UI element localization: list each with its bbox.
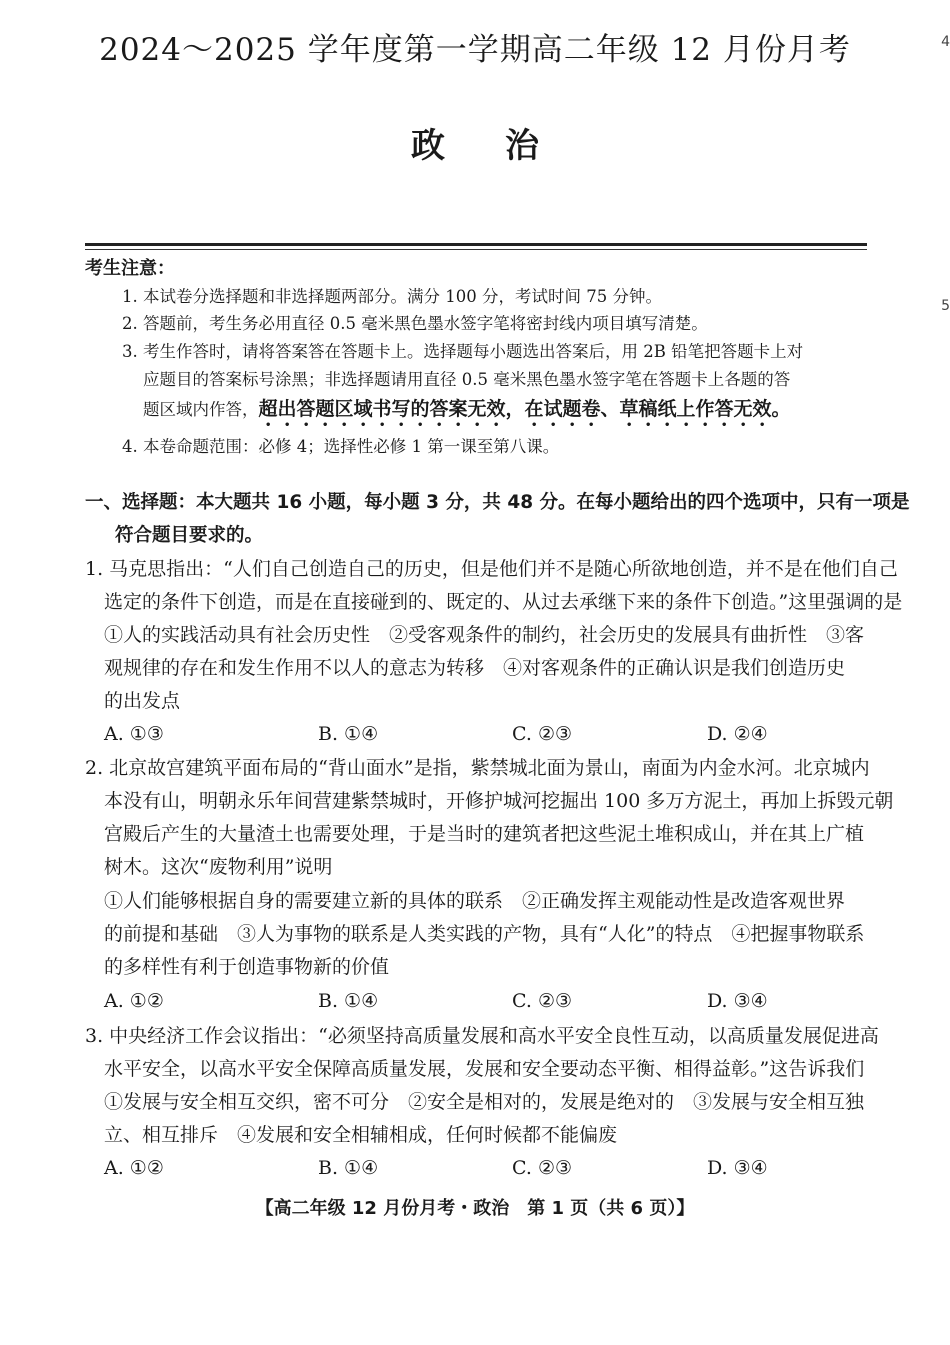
question-2-option-d[interactable]: D. ③④ [707, 990, 768, 1012]
question-3-option-c[interactable]: C. ②③ [512, 1157, 573, 1179]
notice-item-3-emphasis: 超出答题区域书写的答案无效，在试题卷、草稿纸上作答无效。 [258, 398, 791, 420]
question-2-option-b[interactable]: B. ①④ [318, 990, 379, 1012]
question-1-line-4: 观规律的存在和发生作用不以人的意志为转移 ④对客观条件的正确认识是我们创造历史 [104, 657, 846, 679]
header-divider-thick [85, 243, 867, 246]
question-3-options [104, 1152, 884, 1185]
section-heading-line-2: 符合题目要求的。 [115, 525, 264, 546]
notice-item-2: 2. 答题前，考生务必用直径 0.5 毫米黑色墨水签字笔将密封线内项目填写清楚。 [122, 314, 708, 333]
section-heading-line-1: 一、选择题：本大题共 16 小题，每小题 3 分，共 48 分。在每小题给出的四个选项中，只有一项是 [85, 492, 910, 513]
subject-title [0, 124, 950, 168]
page-footer: 【高二年级 12 月份月考・政治 第 1 页（共 6 页）】 [255, 1198, 695, 1219]
question-2-option-c[interactable]: C. ②③ [512, 990, 573, 1012]
question-1-option-c[interactable]: C. ②③ [512, 723, 573, 745]
question-2-line-6: 的前提和基础 ③人为事物的联系是人类实践的产物，具有“人化”的特点 ④把握事物联系 [104, 923, 865, 945]
question-2-line-3: 宫殿后产生的大量渣土也需要处理，于是当时的建筑者把这些泥土堆积成山，并在其上广植 [104, 823, 865, 845]
question-2-options [104, 985, 884, 1018]
question-1-line-2: 选定的条件下创造，而是在直接碰到的、既定的、从过去承继下来的条件下创造。”这里强调的是 [104, 591, 903, 613]
notice-heading: 考生注意： [85, 258, 175, 279]
question-3-line-3: ①发展与安全相互交织，密不可分 ②安全是相对的，发展是绝对的 ③发展与安全相互独 [104, 1091, 865, 1113]
question-3-line-1: 3. 中央经济工作会议指出：“必须坚持高质量发展和高水平安全良性互动，以高质量发展促进高 [85, 1025, 879, 1047]
question-3-option-b[interactable]: B. ①④ [318, 1157, 379, 1179]
notice-item-3-plain: 题区域内作答， [143, 400, 259, 419]
question-1-line-3: ①人的实践活动具有社会历史性 ②受客观条件的制约，社会历史的发展具有曲折性 ③客 [104, 624, 865, 646]
question-3-option-d[interactable]: D. ③④ [707, 1157, 768, 1179]
notice-item-3-line-1: 3. 考生作答时，请将答案答在答题卡上。选择题每小题选出答案后，用 2B 铅笔把答题卡上对 [122, 342, 804, 361]
exam-title: 2024～2025 学年度第一学期高二年级 12 月份月考 [99, 32, 851, 68]
notice-item-3-line-2: 应题目的答案标号涂黑；非选择题请用直径 0.5 毫米黑色墨水签字笔在答题卡上各题的答 [143, 370, 791, 389]
subject-char-2: 治 [505, 126, 539, 166]
question-2-line-7: 的多样性有利于创造事物新的价值 [104, 956, 390, 978]
question-2-line-5: ①人们能够根据自身的需要建立新的具体的联系 ②正确发挥主观能动性是改造客观世界 [104, 890, 846, 912]
corner-mark-mid: 5 [941, 298, 950, 314]
corner-mark-top: 4 [941, 34, 950, 50]
question-1-option-b[interactable]: B. ①④ [318, 723, 379, 745]
question-2-option-a[interactable]: A. ①② [104, 990, 164, 1012]
subject-char-1: 政 [411, 126, 445, 166]
question-2-line-2: 本没有山，明朝永乐年间营建紫禁城时，开修护城河挖掘出 100 多万方泥土，再加上拆毁元朝 [104, 790, 894, 812]
question-1-line-5: 的出发点 [104, 690, 181, 712]
notice-item-1: 1. 本试卷分选择题和非选择题两部分。满分 100 分，考试时间 75 分钟。 [122, 287, 662, 306]
notice-item-4: 4. 本卷命题范围：必修 4；选择性必修 1 第一课至第八课。 [122, 437, 560, 456]
question-3-line-2: 水平安全，以高水平安全保障高质量发展，发展和安全要动态平衡、相得益彰。”这告诉我们 [104, 1058, 865, 1080]
notice-item-3-line-3 [143, 396, 791, 431]
question-3-line-4: 立、相互排斥 ④发展和安全相辅相成，任何时候都不能偏废 [104, 1124, 618, 1146]
question-1-option-d[interactable]: D. ②④ [707, 723, 768, 745]
question-1-options [104, 718, 884, 751]
header-divider-thin [85, 249, 867, 250]
question-3-option-a[interactable]: A. ①② [104, 1157, 164, 1179]
question-2-line-4: 树木。这次“废物利用”说明 [104, 856, 333, 878]
question-2-line-1: 2. 北京故宫建筑平面布局的“背山面水”是指，紫禁城北面为景山，南面为内金水河。北京城内 [85, 757, 870, 779]
question-1-option-a[interactable]: A. ①③ [104, 723, 164, 745]
question-1-line-1: 1. 马克思指出：“人们自己创造自己的历史，但是他们并不是随心所欲地创造，并不是在他们自己 [85, 558, 898, 580]
